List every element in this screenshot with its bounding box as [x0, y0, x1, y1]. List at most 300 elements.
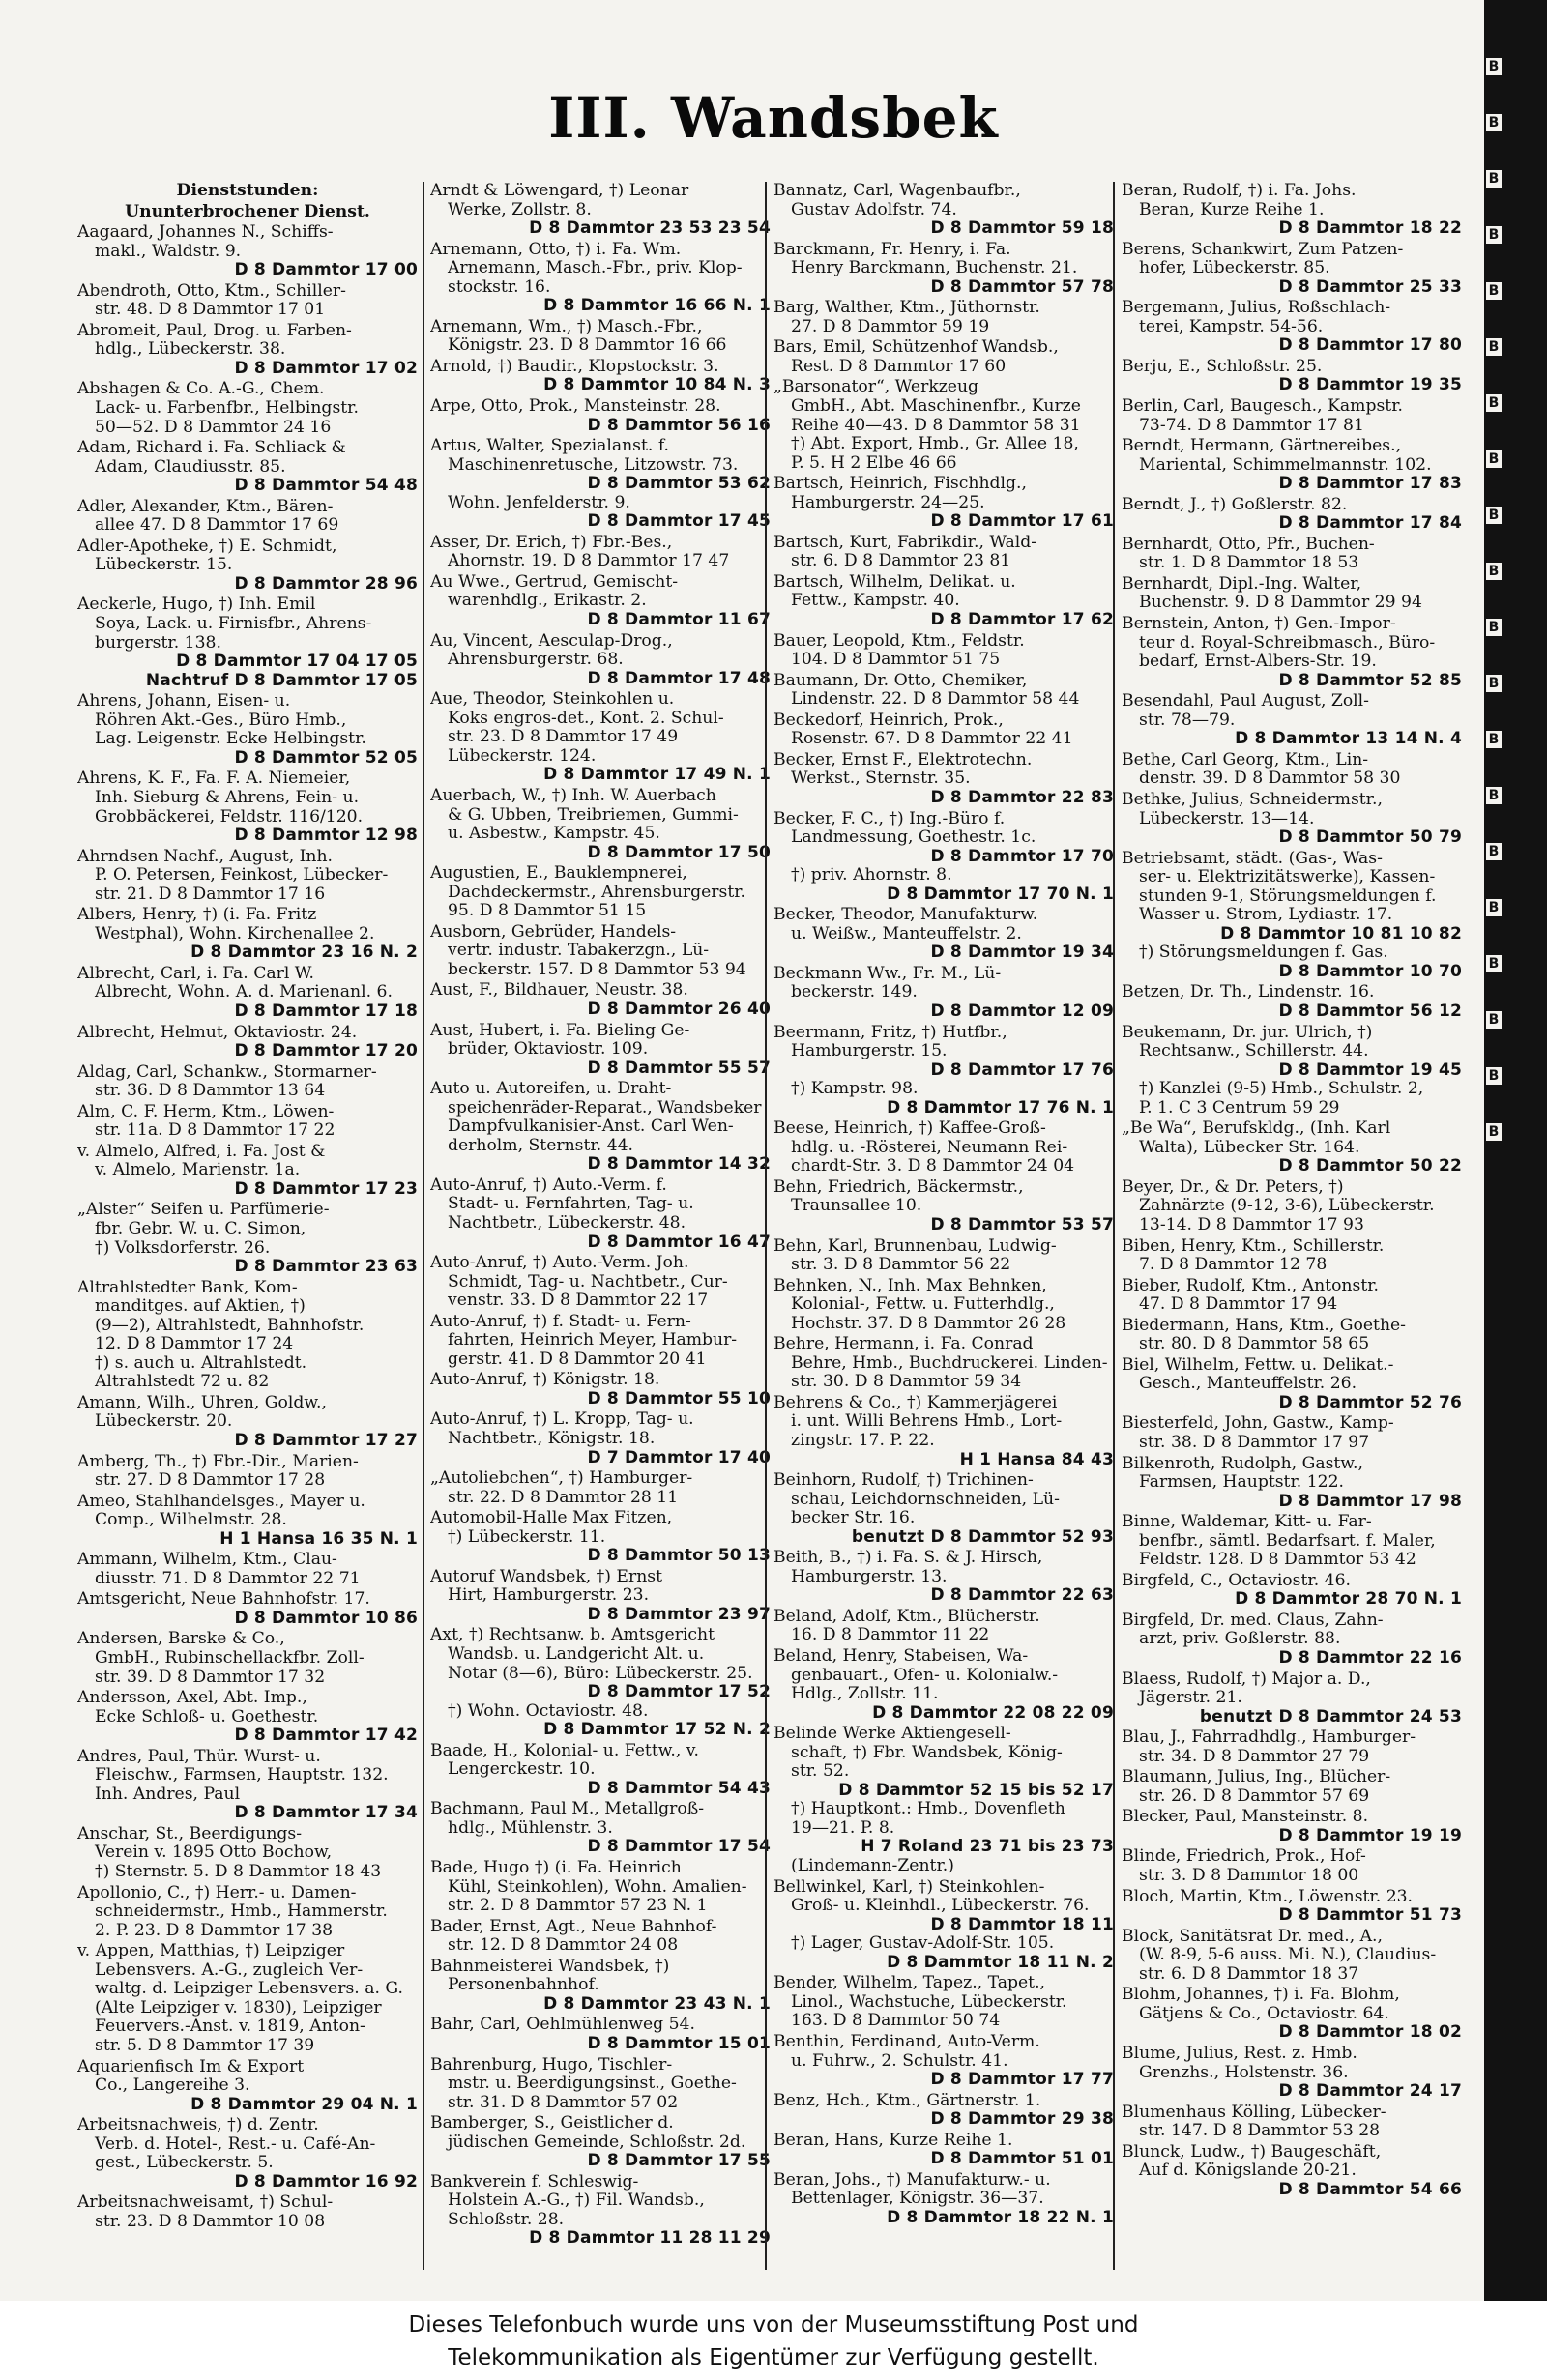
phone-number: D 8 Dammtor 55 57 [587, 1059, 771, 1078]
phone-number: D 8 Dammtor 19 34 [930, 943, 1114, 963]
phone-number: D 8 Dammtor 53 57 [930, 1215, 1114, 1234]
entry-name-line: Altrahlstedter Bank, Kom- [77, 1278, 298, 1297]
directory-entry [774, 1277, 1114, 1334]
entry-name-line: Anschar, St., Beerdigungs- [77, 1824, 303, 1843]
entry-detail-line: Grobbäckerei, Feldstr. 116/120. [95, 807, 364, 827]
entry-detail-line: str. 38. D 8 Dammtor 17 97 [1139, 1434, 1370, 1452]
directory-entry [1122, 1317, 1462, 1354]
entry-detail-line: (9—2), Altrahlstedt, Bahnhofstr. [95, 1316, 365, 1335]
directory-entry [774, 1119, 1114, 1176]
entry-name-line: Bartsch, Kurt, Fabrikdir., Wald- [774, 533, 1037, 552]
directory-entry [774, 965, 1114, 1022]
directory-entry [1122, 1119, 1462, 1176]
phone-number: D 8 Dammtor 54 48 [234, 477, 418, 496]
directory-entry [1122, 983, 1462, 1021]
entry-detail-line: Auf d. Königslande 20-21. [1139, 2162, 1357, 2181]
directory-entry [77, 595, 418, 690]
directory-entry [1122, 1808, 1462, 1845]
directory-entry [774, 1647, 1114, 1723]
phone-number: D 8 Dammtor 10 81 10 82 [1220, 924, 1462, 943]
entry-name-line: Bahrenburg, Hugo, Tischler- [430, 2055, 673, 2075]
edge-letter: B [1486, 843, 1502, 860]
entry-detail-line: GmbH., Abt. Maschinenfbr., Kurze [791, 397, 1081, 417]
entry-name-line: Block, Sanitätsrat Dr. med., A., [1122, 1927, 1383, 1946]
directory-entry [77, 1394, 418, 1451]
entry-detail-line: P. O. Petersen, Feinkost, Lübecker- [95, 866, 389, 885]
entry-name-line: Barckmann, Fr. Henry, i. Fa. [774, 240, 1011, 259]
directory-column-3 [774, 182, 1114, 2260]
entry-detail-line: 104. D 8 Dammtor 51 75 [791, 651, 1001, 670]
entry-name-line: Bieber, Rudolf, Ktm., Antonstr. [1122, 1276, 1380, 1295]
entry-detail-line: Dachdeckermstr., Ahrensburgerstr. [448, 883, 746, 902]
phone-number: D 8 Dammtor 50 22 [1278, 1157, 1462, 1176]
phone-number: D 8 Dammtor 17 77 [930, 2071, 1114, 2090]
phone-number: D 8 Dammtor 28 70 N. 1 [1235, 1590, 1462, 1610]
entry-name-line: Bergemann, Julius, Roßschlach- [1122, 299, 1391, 318]
entry-detail-line: Hochstr. 37. D 8 Dammtor 26 28 [791, 1314, 1066, 1333]
entry-name-line: Albrecht, Helmut, Oktaviostr. 24. [77, 1023, 358, 1042]
directory-entry [430, 1469, 771, 1507]
entry-detail-line: makl., Waldstr. 9. [95, 242, 242, 261]
entry-detail-line: derholm, Sternstr. 44. [448, 1136, 633, 1155]
entry-name-line: v. Appen, Matthias, †) Leipziger [77, 1942, 345, 1961]
entry-detail-line: Henry Barckmann, Buchenstr. 21. [791, 259, 1078, 278]
directory-entry [1122, 1888, 1462, 1926]
phone-number: D 8 Dammtor 22 08 22 09 [872, 1703, 1114, 1723]
phone-number: D 8 Dammtor 23 43 N. 1 [543, 1994, 771, 2014]
entry-detail-line: str. 36. D 8 Dammtor 13 64 [95, 1082, 326, 1101]
entry-detail-line: manditges. auf Aktien, †) [95, 1297, 306, 1317]
phone-number: D 8 Dammtor 55 10 [587, 1389, 771, 1408]
directory-entry [430, 787, 771, 862]
entry-detail-line: Lack- u. Farbenfbr., Helbingstr. [95, 399, 359, 419]
phone-number: D 8 Dammtor 18 11 N. 2 [887, 1953, 1114, 1972]
edge-letter: B [1486, 1123, 1502, 1141]
entry-detail-line: str. 78—79. [1139, 711, 1236, 730]
entry-name-line: Bader, Ernst, Agt., Neue Bahnhof- [430, 1917, 717, 1936]
directory-entry [774, 534, 1114, 571]
phone-number: D 8 Dammtor 52 05 [234, 748, 418, 768]
entry-name-line: Biedermann, Hans, Ktm., Goethe- [1122, 1316, 1406, 1335]
entry-detail-line: schneidermstr., Hmb., Hammerstr. [95, 1902, 388, 1922]
entry-name-line: Becker, Theodor, Manufakturw. [774, 906, 1038, 925]
entry-detail-line: Ahornstr. 19. D 8 Dammtor 17 47 [448, 552, 730, 571]
entry-detail-line: chardt-Str. 3. D 8 Dammtor 24 04 [791, 1157, 1075, 1176]
directory-entry [430, 1626, 771, 1739]
entry-name-line: Binne, Waldemar, Kitt- u. Far- [1122, 1513, 1372, 1532]
directory-entry [1122, 615, 1462, 690]
entry-name-line: Ahrndsen Nachf., August, Inh. [77, 847, 334, 866]
directory-entry [430, 397, 771, 435]
entry-name-line: Bender, Wilhelm, Tapez., Tapet., [774, 1974, 1045, 1993]
directory-entry [77, 182, 418, 201]
entry-name-line: Bernstein, Anton, †) Gen.-Impor- [1122, 615, 1396, 634]
directory-entry [1122, 1513, 1462, 1570]
entry-name-line: Beckedorf, Heinrich, Prok., [774, 711, 1004, 730]
entry-detail-line: Comp., Wilhelmstr. 28. [95, 1511, 287, 1530]
phone-number: D 8 Dammtor 51 01 [930, 2150, 1114, 2169]
entry-detail-line: Kolonial-, Fettw. u. Futterhdlg., [791, 1295, 1055, 1315]
phone-number: D 8 Dammtor 17 42 [234, 1727, 418, 1746]
entry-name-line: Auerbach, W., †) Inh. W. Auerbach [430, 786, 716, 805]
entry-detail-line: Nachtbetr., Königstr. 18. [448, 1430, 656, 1448]
entry-name-line: Bartsch, Wilhelm, Delikat. u. [774, 572, 1016, 592]
entry-name-line: Amtsgericht, Neue Bahnhofstr. 17. [77, 1590, 370, 1610]
entry-detail-line: 2. P. 23. D 8 Dammtor 17 38 [95, 1921, 334, 1940]
directory-entry [77, 1748, 418, 1823]
directory-entry [774, 1608, 1114, 1645]
directory-entry [1122, 1024, 1462, 1118]
entry-name-line: Bannatz, Carl, Wagenbaufbr., [774, 182, 1021, 200]
phone-number: D 8 Dammtor 28 96 [234, 574, 418, 594]
phone-number: D 8 Dammtor 17 98 [1278, 1492, 1462, 1511]
entry-detail-line: i. unt. Willi Behrens Hmb., Lort- [791, 1412, 1063, 1432]
entry-detail-line: str. 11a. D 8 Dammtor 17 22 [95, 1121, 336, 1141]
phone-number: D 8 Dammtor 17 76 [930, 1060, 1114, 1080]
edge-letter: B [1486, 619, 1502, 636]
entry-detail-line: str. 6. D 8 Dammtor 18 37 [1139, 1964, 1359, 1984]
directory-entry [1122, 397, 1462, 435]
entry-detail-line: schau, Leichdornschneiden, Lü- [791, 1490, 1060, 1509]
phone-number: D 8 Dammtor 17 27 [234, 1432, 418, 1450]
entry-name-line: Bahnmeisterei Wandsbek, †) [430, 1957, 670, 1976]
entry-detail-line: bedarf, Ernst-Albers-Str. 19. [1139, 653, 1377, 672]
phone-number: D 8 Dammtor 22 63 [930, 1586, 1114, 1606]
directory-entry [1122, 692, 1462, 749]
entry-detail-line: †) Hauptkont.: Hmb., Dovenfleth [791, 1800, 1065, 1819]
phone-number: D 8 Dammtor 23 63 [234, 1258, 418, 1277]
phone-number: D 8 Dammtor 52 85 [1278, 671, 1462, 690]
directory-entry [1122, 241, 1462, 298]
entry-name-line: Blaumann, Julius, Ing., Blücher- [1122, 1768, 1391, 1787]
entry-detail-line: u. Asbestw., Kampstr. 45. [448, 825, 660, 844]
entry-name-line: Aeckerle, Hugo, †) Inh. Emil [77, 595, 316, 615]
entry-detail-line: Walta), Lübecker Str. 164. [1139, 1138, 1360, 1157]
entry-detail-line: fahrten, Heinrich Meyer, Hambur- [448, 1331, 738, 1350]
directory-entry [774, 182, 1114, 239]
entry-name-line: Blinde, Friedrich, Prok., Hof- [1122, 1847, 1366, 1867]
entry-detail-line: hdlg., Mühlenstr. 3. [448, 1818, 613, 1838]
entry-detail-line: Jägerstr. 21. [1139, 1689, 1242, 1708]
entry-name-line: Behn, Karl, Brunnenbau, Ludwig- [774, 1236, 1057, 1256]
entry-name-line: Benthin, Ferdinand, Auto-Verm. [774, 2032, 1040, 2051]
entry-detail-line: Hamburgerstr. 15. [791, 1042, 948, 1061]
entry-detail-line: Soya, Lack. u. Firnisfbr., Ahrens- [95, 615, 372, 634]
directory-entry [77, 2193, 418, 2231]
directory-entry [1122, 1356, 1462, 1413]
edge-letter: B [1486, 394, 1502, 412]
entry-name-line: Arnold, †) Baudir., Klopstockstr. 3. [430, 357, 719, 376]
entry-name-line: Bethke, Julius, Schneidermstr., [1122, 790, 1383, 809]
entry-detail-line: 12. D 8 Dammtor 17 24 [95, 1335, 294, 1354]
edge-letter: B [1486, 899, 1502, 916]
entry-name-line: Auto-Anruf, †) Auto.-Verm. f. [430, 1175, 667, 1195]
phone-number: D 8 Dammtor 29 38 [930, 2110, 1114, 2130]
phone-number: H 1 Hansa 16 35 N. 1 [219, 1529, 418, 1549]
column-divider [423, 182, 424, 2270]
entry-name-line: Blau, J., Fahrradhdlg., Hamburger- [1122, 1728, 1416, 1748]
entry-detail-line: str. 23. D 8 Dammtor 10 08 [95, 2212, 326, 2231]
phone-number: D 8 Dammtor 50 13 [587, 1547, 771, 1566]
entry-name-line: Andersson, Axel, Abt. Imp., [77, 1689, 307, 1708]
entry-name-line: Arnemann, Otto, †) i. Fa. Wm. [430, 240, 682, 259]
entry-detail-line: Kühl, Steinkohlen), Wohn. Amalien- [448, 1877, 747, 1897]
edge-letter: B [1486, 1011, 1502, 1029]
entry-detail-line: str. 48. D 8 Dammtor 17 01 [95, 301, 326, 320]
entry-detail-line: Arnemann, Masch.-Fbr., priv. Klop- [448, 259, 743, 278]
entry-name-line: Blume, Julius, Rest. z. Hmb. [1122, 2044, 1357, 2063]
entry-name-line: „Alster“ Seifen u. Parfümerie- [77, 1201, 330, 1220]
directory-entry [430, 864, 771, 921]
directory-entry [774, 299, 1114, 336]
entry-detail-line: 95. D 8 Dammtor 51 15 [448, 902, 647, 921]
directory-entry [774, 241, 1114, 298]
directory-entry [77, 380, 418, 437]
entry-detail-line: allee 47. D 8 Dammtor 17 69 [95, 516, 339, 536]
entry-name-line: Axt, †) Rechtsanw. b. Amtsgericht [430, 1626, 715, 1645]
phone-number: D 8 Dammtor 23 53 23 54 [529, 219, 771, 239]
entry-name-line: Auto-Anruf, †) f. Stadt- u. Fern- [430, 1312, 691, 1331]
directory-entry [430, 1742, 771, 1799]
entry-name-line: Beith, B., †) i. Fa. S. & J. Hirsch, [774, 1549, 1043, 1568]
entry-name-line: Auto u. Autoreifen, u. Draht- [430, 1080, 672, 1099]
entry-detail-line: terei, Kampstr. 54-56. [1139, 317, 1324, 336]
entry-detail-line: Stadt- u. Fernfahrten, Tag- u. [448, 1195, 694, 1214]
entry-detail-line: stockstr. 16. [448, 277, 551, 297]
entry-detail-line: teur d. Royal-Schreibmasch., Büro- [1139, 633, 1436, 653]
entry-detail-line: P. 1. C 3 Centrum 59 29 [1139, 1098, 1340, 1117]
entry-detail-line: †) Kanzlei (9-5) Hmb., Schulstr. 2, [1139, 1080, 1424, 1099]
entry-detail-line: †) Wohn. Octaviostr. 48. [448, 1701, 649, 1721]
entry-detail-line: str. 147. D 8 Dammtor 53 28 [1139, 2122, 1381, 2141]
entry-detail-line: Lübeckerstr. 124. [448, 746, 597, 766]
entry-name-line: Becker, Ernst F., Elektrotechn. [774, 750, 1033, 769]
directory-entry [1122, 1572, 1462, 1610]
entry-name-line: Au, Vincent, Aesculap-Drog., [430, 631, 673, 651]
entry-detail-line: v. Almelo, Marienstr. 1a. [95, 1161, 301, 1180]
directory-entry [774, 1549, 1114, 1606]
directory-entry [77, 1493, 418, 1550]
entry-detail-line: str. 1. D 8 Dammtor 18 53 [1139, 554, 1359, 573]
phone-number: D 8 Dammtor 17 84 [1278, 514, 1462, 534]
entry-name-line: Arbeitsnachweisamt, †) Schul- [77, 2193, 334, 2213]
entry-name-line: Becker, F. C., †) Ing.-Büro f. [774, 809, 1006, 828]
entry-detail-line: benfbr., sämtl. Bedarfsart. f. Maler, [1139, 1531, 1436, 1551]
directory-entry [1122, 358, 1462, 395]
entry-detail-line: Königstr. 23. D 8 Dammtor 16 66 [448, 336, 727, 356]
entry-name-line: Auto-Anruf, †) Auto.-Verm. Joh. [430, 1254, 689, 1273]
entry-detail-line: Farmsen, Hauptstr. 122. [1139, 1473, 1344, 1493]
entry-name-line: Aue, Theodor, Steinkohlen u. [430, 690, 675, 710]
phone-number: D 8 Dammtor 52 76 [1278, 1393, 1462, 1412]
phone-number: D 8 Dammtor 26 40 [587, 1000, 771, 1019]
entry-detail-line: †) s. auch u. Altrahlstedt. [95, 1353, 307, 1373]
entry-name-line: Arbeitsnachweis, †) d. Zentr. [77, 2116, 319, 2135]
directory-entry [1122, 437, 1462, 494]
entry-detail-line: Wasser u. Strom, Lydiastr. 17. [1139, 906, 1393, 925]
phone-number: Nachtruf D 8 Dammtor 17 05 [145, 671, 418, 690]
footer-line: Telekommunikation als Eigentümer zur Verfügung gestellt. [448, 2345, 1099, 2370]
directory-entry [77, 1884, 418, 1941]
entry-detail-line: str. 34. D 8 Dammtor 27 79 [1139, 1747, 1370, 1766]
edge-letter: B [1486, 450, 1502, 468]
entry-name-line: Apollonio, C., †) Herr.- u. Damen- [77, 1883, 357, 1902]
entry-name-line: Biel, Wilhelm, Fettw. u. Delikat.- [1122, 1355, 1394, 1375]
entry-detail-line: Schmidt, Tag- u. Nachtbetr., Cur- [448, 1272, 728, 1292]
phone-number: D 8 Dammtor 17 70 N. 1 [887, 885, 1114, 904]
entry-detail-line: waltg. d. Leipziger Lebensvers. a. G. [95, 1980, 403, 1999]
directory-entry [430, 1859, 771, 1916]
entry-name-line: Beese, Heinrich, †) Kaffee-Groß- [774, 1119, 1046, 1139]
phone-number: D 8 Dammtor 17 23 [234, 1179, 418, 1199]
entry-detail-line: speichenräder-Reparat., Wandsbeker [448, 1098, 762, 1117]
directory-entry [430, 1509, 771, 1566]
entry-detail-line: genbauart., Öfen- u. Kolonialw.- [791, 1666, 1059, 1685]
entry-name-line: Aldag, Carl, Schankw., Stormarner- [77, 1062, 377, 1082]
edge-letter: B [1486, 58, 1502, 75]
entry-detail-line: Hdlg., Zollstr. 11. [791, 1685, 939, 1704]
entry-detail-line: Lengerckestr. 10. [448, 1760, 596, 1780]
directory-entry [77, 1590, 418, 1628]
entry-detail-line: Beran, Kurze Reihe 1. [1139, 200, 1325, 219]
entry-name-line: Berlin, Carl, Baugesch., Kampstr. [1122, 397, 1403, 417]
directory-entry [430, 1800, 771, 1857]
phone-number: D 8 Dammtor 19 19 [1278, 1826, 1462, 1845]
entry-detail-line: 47. D 8 Dammtor 17 94 [1139, 1295, 1338, 1315]
directory-entry [1122, 1277, 1462, 1315]
entry-name-line: Bahr, Carl, Oehlmühlenweg 54. [430, 2016, 695, 2035]
directory-entry [774, 1335, 1114, 1392]
adjacent-page-edge [1484, 0, 1547, 2301]
directory-entry [774, 1974, 1114, 2031]
phone-number: D 8 Dammtor 23 16 N. 2 [190, 943, 418, 963]
entry-name-line: Beran, Johs., †) Manufakturw.- u. [774, 2170, 1051, 2190]
entry-detail-line: Röhren Akt.-Ges., Büro Hmb., [95, 711, 347, 730]
entry-detail-line: vertr. industr. Tabakerzgn., Lü- [448, 942, 710, 961]
entry-name-line: Biben, Henry, Ktm., Schillerstr. [1122, 1236, 1385, 1256]
entry-name-line: Blaess, Rudolf, †) Major a. D., [1122, 1669, 1371, 1689]
directory-entry [774, 632, 1114, 670]
entry-detail-line: Adam, Claudiusstr. 85. [95, 457, 286, 477]
directory-entry [77, 1630, 418, 1687]
directory-entry [1122, 2104, 1462, 2141]
entry-name-line: Belinde Werke Aktiengesell- [774, 1725, 1011, 1744]
entry-detail-line: u. Fuhrw., 2. Schulstr. 41. [791, 2051, 1008, 2071]
entry-name-line: Blumenhaus Kölling, Lübecker- [1122, 2103, 1386, 2122]
phone-number: D 8 Dammtor 12 98 [234, 827, 418, 846]
edge-letter: B [1486, 226, 1502, 244]
phone-number: D 8 Dammtor 57 78 [930, 277, 1114, 297]
directory-entry [77, 1551, 418, 1588]
directory-entry [430, 1022, 771, 1079]
directory-entry [1122, 850, 1462, 982]
entry-detail-line: str. 3. D 8 Dammtor 18 00 [1139, 1867, 1359, 1886]
entry-detail-line: Traunsallee 10. [791, 1197, 922, 1216]
directory-entry [430, 632, 771, 689]
entry-name-line: Andersen, Barske & Co., [77, 1630, 285, 1649]
entry-name-line: Bernhardt, Dipl.-Ing. Walter, [1122, 574, 1362, 594]
entry-detail-line: Inh. Andres, Paul [95, 1785, 241, 1804]
entry-name-line: Adler, Alexander, Ktm., Bären- [77, 497, 334, 516]
phone-number: D 8 Dammtor 19 35 [1278, 376, 1462, 395]
phone-number: D 8 Dammtor 18 22 [1278, 219, 1462, 239]
edge-letter: B [1486, 507, 1502, 524]
entry-name-line: Artus, Walter, Spezialanst. f. [430, 437, 670, 456]
directory-entry [430, 1410, 771, 1467]
phone-number: D 8 Dammtor 17 50 [587, 843, 771, 862]
edge-letter: B [1486, 338, 1502, 356]
entry-detail-line: & G. Ubben, Treibriemen, Gummi- [448, 805, 739, 825]
entry-detail-line: str. 5. D 8 Dammtor 17 39 [95, 2036, 315, 2055]
entry-name-line: Betzen, Dr. Th., Lindenstr. 16. [1122, 983, 1375, 1002]
entry-name-line: Beran, Rudolf, †) i. Fa. Johs. [1122, 182, 1357, 200]
directory-entry [430, 923, 771, 980]
entry-name-line: Birgfeld, Dr. med. Claus, Zahn- [1122, 1611, 1384, 1630]
entry-name-line: Berju, E., Schloßstr. 25. [1122, 357, 1323, 376]
edge-letter: B [1486, 955, 1502, 972]
entry-name-line: Bellwinkel, Karl, †) Steinkohlen- [774, 1877, 1045, 1897]
directory-entry [774, 1725, 1114, 1875]
entry-detail-line: Behre, Hmb., Buchdruckerei. Linden- [791, 1353, 1108, 1373]
entry-detail-line: (Lindemann-Zentr.) [791, 1857, 954, 1876]
entry-detail-line: Linol., Wachstuche, Lübeckerstr. [791, 1992, 1067, 2012]
directory-entry [1122, 299, 1462, 356]
entry-detail-line: Ahrensburgerstr. 68. [448, 651, 624, 670]
entry-detail-line: brüder, Oktaviostr. 109. [448, 1040, 649, 1059]
entry-name-line: Blohm, Johannes, †) i. Fa. Blohm, [1122, 1986, 1400, 2005]
entry-detail-line: †) priv. Ahornstr. 8. [791, 866, 952, 885]
phone-number: D 8 Dammtor 10 84 N. 3 [543, 376, 771, 395]
entry-name-line: Bartsch, Heinrich, Fischhdlg., [774, 475, 1027, 494]
directory-entry [77, 1689, 418, 1746]
phone-number: H 1 Hansa 84 43 [959, 1450, 1114, 1469]
edge-letter: B [1486, 787, 1502, 804]
entry-name-line: Bamberger, S., Geistlicher d. [430, 2114, 674, 2133]
entry-detail-line: Bettenlager, Königstr. 36—37. [791, 2190, 1044, 2209]
entry-detail-line: 13-14. D 8 Dammtor 17 93 [1139, 1215, 1364, 1234]
entry-detail-line: Nachtbetr., Lübeckerstr. 48. [448, 1213, 686, 1233]
phone-number: D 8 Dammtor 17 34 [234, 1804, 418, 1823]
page-title: III. Wandsbek [548, 85, 999, 151]
entry-detail-line: Rosenstr. 67. D 8 Dammtor 22 41 [791, 730, 1073, 749]
directory-entry [774, 338, 1114, 376]
edge-letter: B [1486, 731, 1502, 748]
directory-entry [774, 1024, 1114, 1118]
phone-number: D 8 Dammtor 52 15 bis 52 17 [838, 1781, 1114, 1800]
entry-detail-line: str. 30. D 8 Dammtor 59 34 [791, 1373, 1022, 1392]
entry-detail-line: Gustav Adolfstr. 74. [791, 200, 957, 219]
phone-number: D 8 Dammtor 17 55 [587, 2152, 771, 2171]
directory-entry [1122, 1414, 1462, 1452]
phone-number: D 8 Dammtor 14 32 [587, 1155, 771, 1175]
directory-entry [430, 1313, 771, 1370]
phone-number: D 8 Dammtor 17 61 [930, 512, 1114, 532]
entry-detail-line: Feldstr. 128. D 8 Dammtor 53 42 [1139, 1551, 1416, 1570]
entry-detail-line: ser- u. Elektrizitätswerke), Kassen- [1139, 868, 1436, 887]
entry-name-line: Aust, F., Bildhauer, Neustr. 38. [430, 981, 688, 1001]
phone-number: D 8 Dammtor 54 66 [1278, 2180, 1462, 2199]
entry-name-line: „Be Wa“, Berufskldg., (Inh. Karl [1122, 1119, 1391, 1139]
entry-detail-line: Werkst., Sternstr. 35. [791, 769, 971, 789]
directory-entry [430, 241, 771, 316]
phone-number: D 8 Dammtor 17 04 17 05 [176, 653, 418, 672]
directory-entry [774, 2092, 1114, 2130]
phone-number: D 8 Dammtor 56 12 [1278, 1001, 1462, 1021]
entry-detail-line: mstr. u. Beerdigungsinst., Goethe- [448, 2075, 737, 2094]
entry-detail-line: Rest. D 8 Dammtor 17 60 [791, 357, 1007, 376]
directory-entry [1122, 496, 1462, 534]
phone-number: benutzt D 8 Dammtor 24 53 [1199, 1707, 1462, 1727]
